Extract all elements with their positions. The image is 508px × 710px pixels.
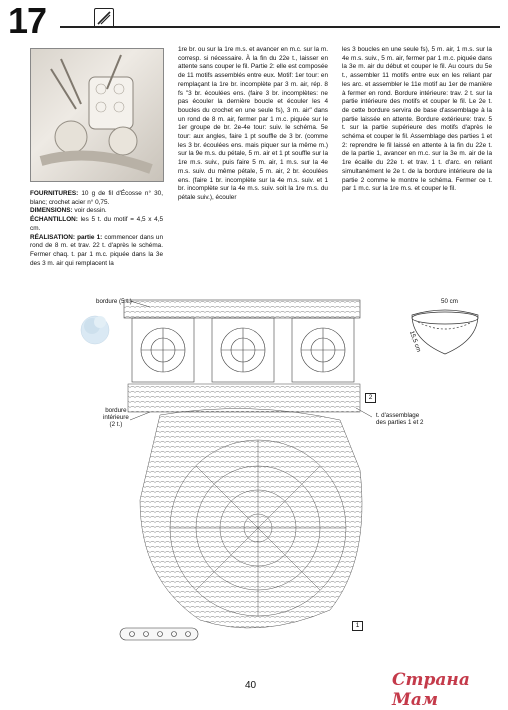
dimensions-text: voir dessin. (72, 207, 107, 215)
bracelet-sketch (120, 628, 198, 640)
part-1-marker: 1 (352, 621, 363, 631)
inner-border-band (128, 384, 360, 412)
doily-circle (140, 409, 362, 628)
motif-squares (132, 318, 354, 382)
label-assemblage: t. d'assemblage des parties 1 et 2 (376, 412, 424, 426)
watermark: Страна Мам (392, 670, 470, 710)
page-number: 40 (245, 680, 257, 691)
realisation-text: commencer dans un rond de 8 m. et trav. 22 t. d'après le schéma. Fermer chaq. t. par 1 m.c. piquée dans la 3e des 3 m. air qui remplacent la (30, 233, 163, 267)
label-bordure-5t: bordure (5 t.) (96, 298, 132, 305)
border-arc-band (124, 300, 360, 318)
pattern-number: 17 (8, 0, 47, 41)
part-2-marker: 2 (365, 393, 376, 403)
echantillon-text: les 5 t. du motif = 4,5 x 4,5 cm. (30, 216, 163, 232)
label-bordure-interieure: bordure intérieure (2 t.) (103, 407, 129, 428)
dimensions-label: DIMENSIONS: (30, 207, 73, 215)
echantillon-label: ÉCHANTILLON: (30, 216, 78, 224)
fournitures-label: FOURNITURES: (30, 190, 79, 197)
fournitures-text: 10 g de fil d'Écosse n° 30, blanc; crochet acier n° 0,75. (30, 190, 163, 206)
dimension-width: 50 cm (441, 298, 458, 305)
bowl-sketch (412, 310, 478, 354)
instructions-column-2: 1re br. ou sur la 1re m.s. et avancer en m.c. sur la m. corresp. si nécessaire. À la fin du 22e t., laisser en attente sans couper le fil. Partie 2: elle est composée de 11 motifs assemblés entre eux. Motif: 1er tour: en remplaçant la 1re br. incomplète par 3 m. air, rép. 8 fs "3 br. écoulées ens. (faire 3 br. incomplètes: ne pas écouler la dernière boucle et écouler les 4 boucles du crochet en une seule fs), 3 m. air" dans un rond de 8 m. air, fermer par 1 m.c. piquée sur le 1er groupe de br. 2e-4e tour: suiv. le schéma. 5e tour: aux angles, faire 1 pt souffle de 3 br. (comme les 3 br. écoulées ens. mais piquer sur la même m.) sur la 9e m.s. du pétale, 5 m. air et 1 pt souffle sur la 1re m.s. suiv., puis faire 5 m. air, 1 m.s. sur la 4e m.s. suiv. du même pétale, 5 m. air, 2 br. écoulées ens. (faire 1 br. incomplète sur la 4e m.s. suiv. et 1 br. incomplète sur la 4e m.s. suiv. soit la 1re m.s. du pétale suiv.), écouler (178, 46, 328, 201)
realisation-label: RÉALISATION: partie 1: (30, 233, 103, 241)
rose-motif-bluish (81, 316, 109, 344)
dimension-height: 15,5 cm (407, 329, 423, 354)
instructions-column-3: les 3 boucles en une seule fs), 5 m. air, 1 m.s. sur la 4e m.s. suiv., 5 m. air, fermer par 1 m.c. piquée dans la 3e m. air du début et couper le fil. Au cours du 5e t., assembler 11 motifs entre eux en les reliant par les arc. et assembler le 11e motif au 1er de manière à fermer en rond. Bordure intérieure: trav. 2 t. sur la partie intérieure des motifs et couper le fil. Le 2e t. de cette bordure servira de base d'assemblage à la partie laissée en attente. Bordure extérieure: trav. 5 t. sur la partie supérieure des motifs d'après le schéma et couper le fil. Assemblage des parties 1 et 2: reprendre le fil laissé en attente à la fin du 22e t. de la partie 1, avancer en m.c. sur la 3e m. air de la 1re écaille du 22e t. et trav. 1 t. d'arc. en reliant simultanément le 2e t. de la bordure intérieure de la partie 2 comme le montre le schéma. Fermer ce t. par 1 m.c. sur la 1re m.s. et couper le fil. (342, 46, 492, 193)
